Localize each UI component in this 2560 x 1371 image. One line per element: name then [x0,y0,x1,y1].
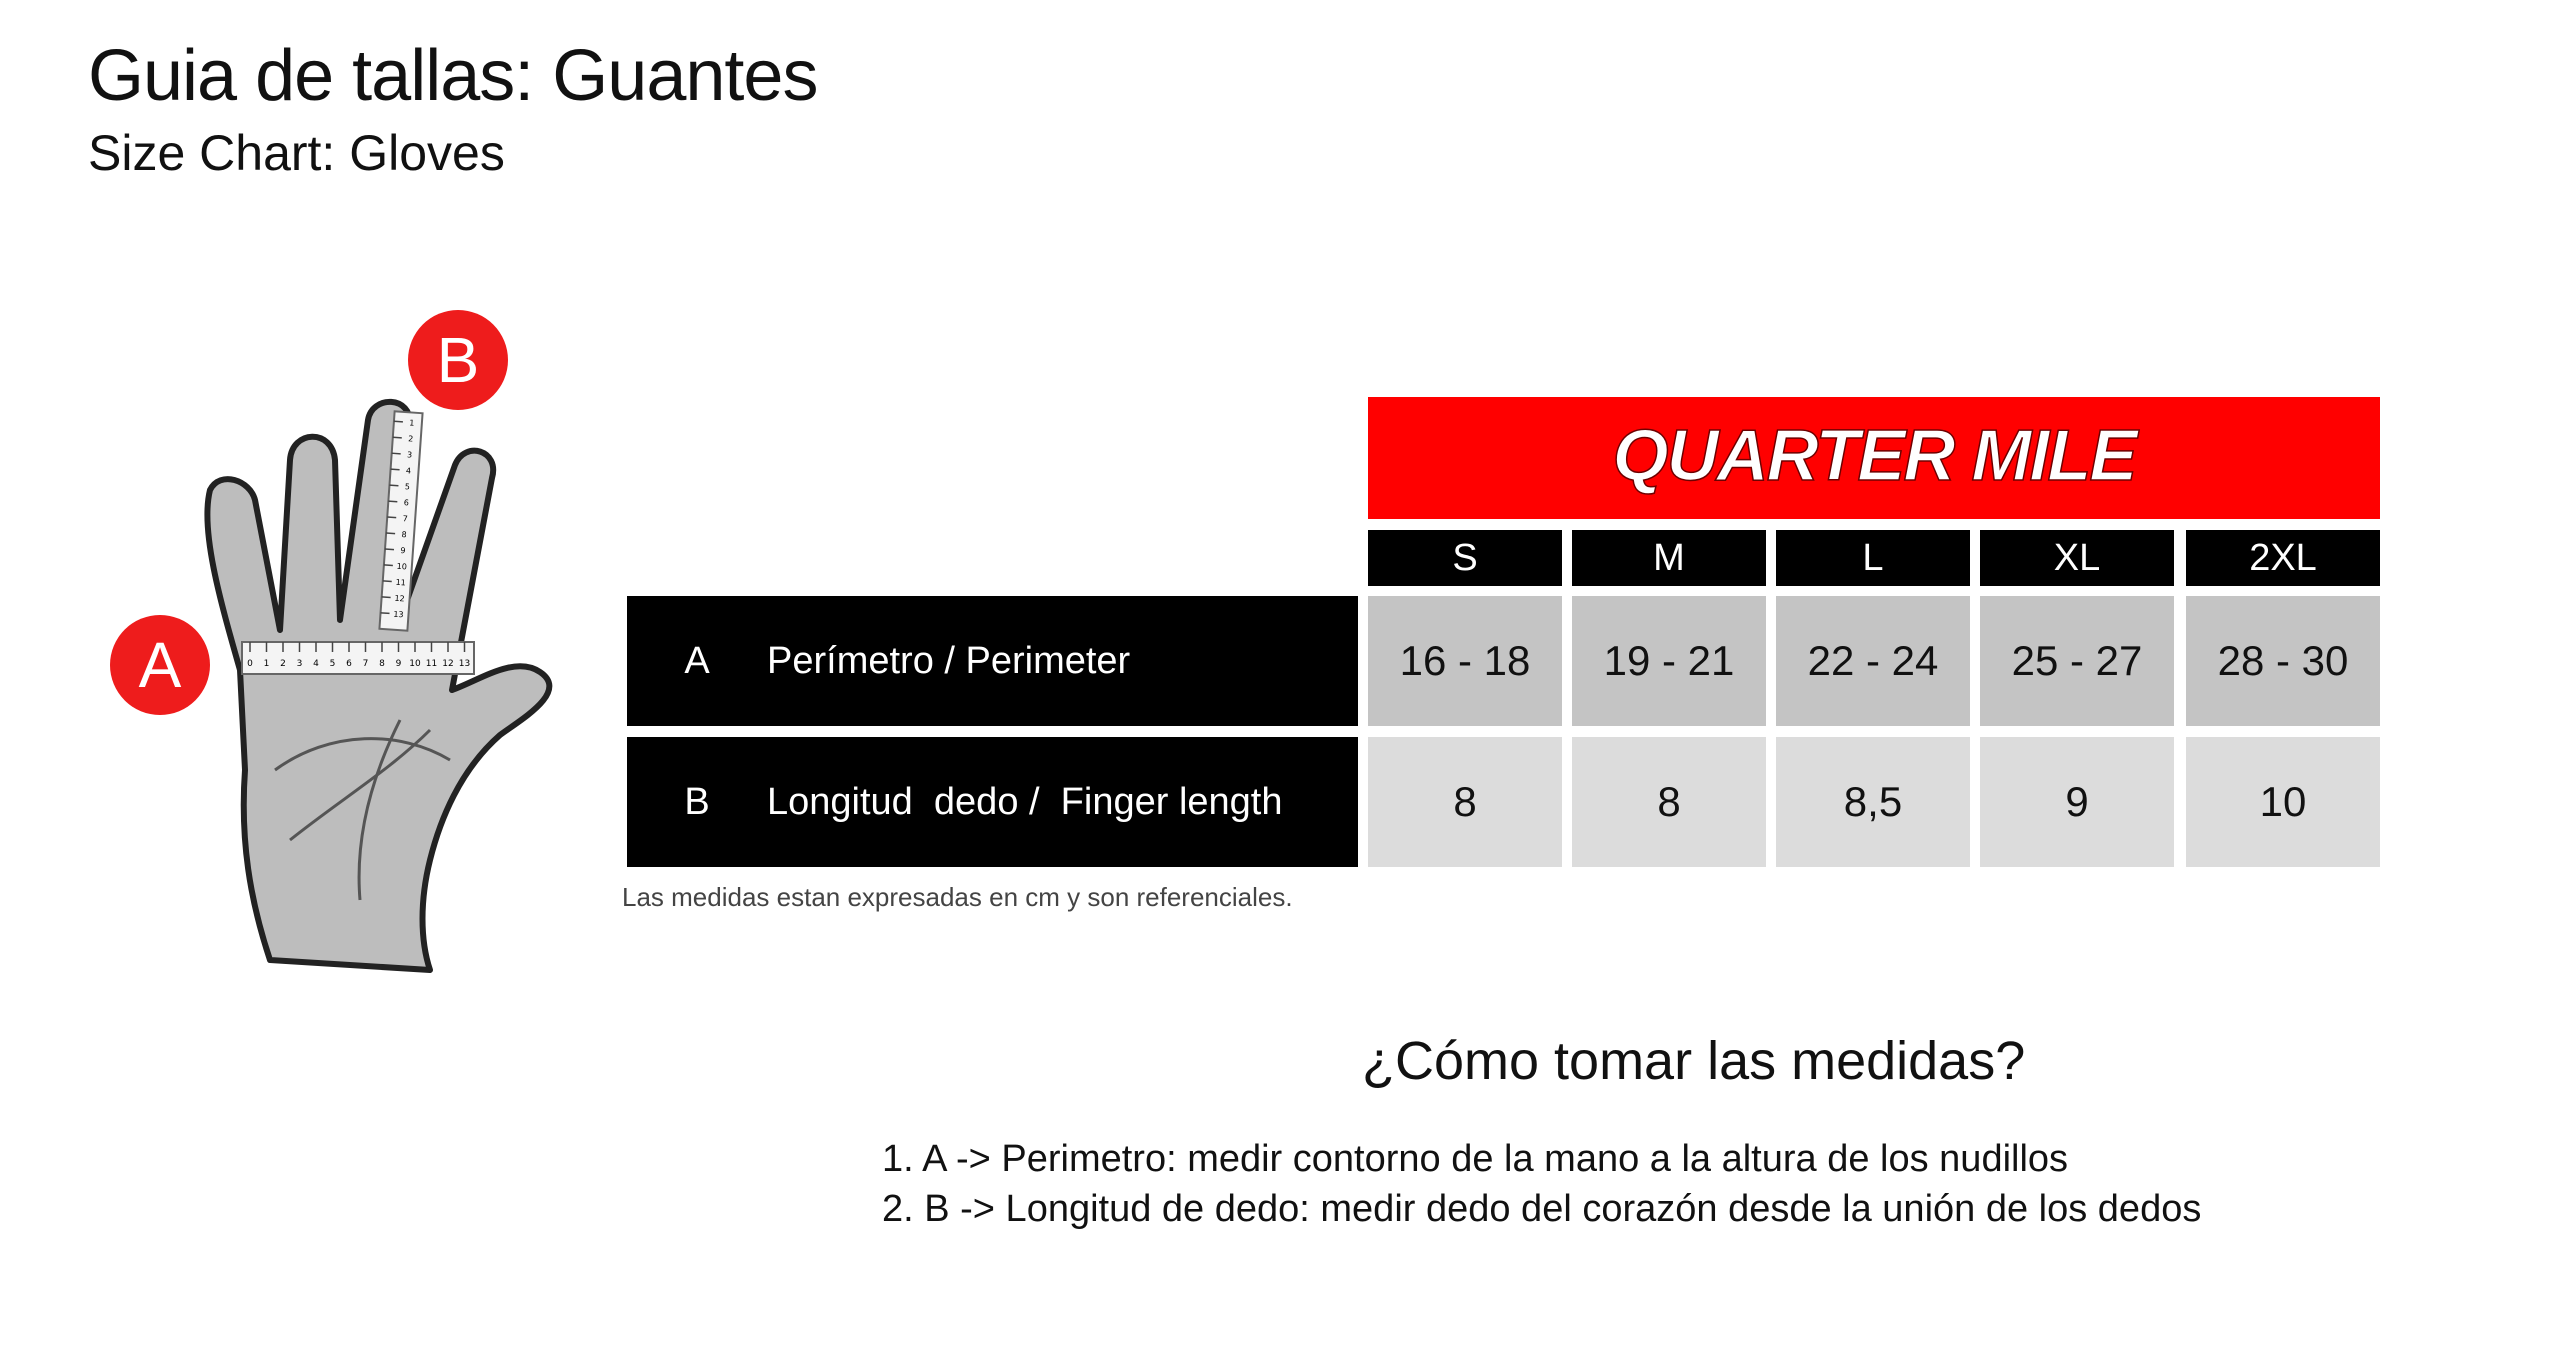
ruler-tick-label: 5 [404,482,411,492]
ruler-tick [388,501,397,502]
ruler-tick-label: 12 [394,593,405,604]
table-cell: 8 [1572,737,1766,867]
ruler-tick [385,549,394,550]
page-subtitle: Size Chart: Gloves [88,125,505,181]
ruler-tick [386,533,395,534]
ruler-tick-label: 4 [405,466,412,476]
ruler-tick [381,613,390,614]
quarter-mile-logo [1564,410,2184,506]
list-item: 1. A -> Perimetro: medir contorno de la mano a la altura de los nudillos [882,1138,2069,1180]
table-cell: 9 [1980,737,2174,867]
ruler-tick-label: 11 [425,659,438,669]
table-cell: 16 - 18 [1368,596,1562,726]
row-label-text: Longitud dedo / Finger length [767,780,1283,823]
ruler-tick [383,581,392,582]
ruler-tick-label: 0 [247,659,253,669]
measurement-note: Las medidas estan expresadas en cm y son referenciales. [622,882,1293,912]
row-key-a: A [684,639,710,682]
ruler-tick-label: 2 [280,659,286,669]
row-label-perimeter [627,596,1358,726]
ruler-tick-label: 6 [403,498,410,508]
ruler-tick-label: 7 [402,514,409,524]
ruler-tick-label: 10 [396,561,408,572]
ruler-tick-label: 10 [409,659,421,669]
table-cell: 10 [2186,737,2380,867]
ruler-tick-label: 8 [379,659,385,669]
size-header-s: S [1368,530,1562,586]
page-title: Guia de tallas: Guantes [88,36,818,116]
instructions-title: ¿Cómo tomar las medidas? [1362,1031,2026,1091]
ruler-tick [384,565,393,566]
table-cell: 19 - 21 [1572,596,1766,726]
ruler-tick-label: 9 [395,659,402,669]
row-label-text: Perímetro / Perimeter [767,639,1131,682]
ruler-tick-label: 13 [458,659,471,669]
ruler-tick-label: 2 [407,434,414,444]
ruler-tick-label: 4 [313,659,319,669]
ruler-tick-label: 7 [362,659,369,669]
brand-text: QUARTER MILE [1612,416,2136,496]
ruler-tick [393,437,402,438]
ruler-tick [389,485,398,486]
size-header-xl: XL [1980,530,2174,586]
badge-a: A [110,615,210,715]
ruler-tick [394,421,403,422]
ruler-tick-label: 6 [346,659,352,669]
row-label-finger-length [627,737,1358,867]
ruler-tick-label: 9 [400,546,406,556]
ruler-tick-label: 3 [406,450,413,460]
ruler-tick [391,469,400,470]
ruler-tick [387,517,396,518]
instructions-list [882,1134,2201,1234]
list-item: 2. B -> Longitud de dedo: medir dedo del corazón desde la unión de los dedos [882,1188,2202,1230]
row-key-b: B [684,780,710,823]
ruler-horizontal [242,642,474,674]
hand-outline [207,402,549,970]
ruler-tick-label: 11 [395,577,407,588]
size-header-m: M [1572,530,1766,586]
ruler-tick-label: 1 [409,418,415,428]
ruler-tick-label: 3 [296,659,303,669]
ruler-tick [382,597,391,598]
ruler-tick-label: 1 [263,659,270,669]
size-header-l: L [1776,530,1970,586]
table-cell: 28 - 30 [2186,596,2380,726]
ruler-tick-label: 5 [329,659,336,669]
table-cell: 22 - 24 [1776,596,1970,726]
table-cell: 8,5 [1776,737,1970,867]
table-cell: 25 - 27 [1980,596,2174,726]
size-header-2xl: 2XL [2186,530,2380,586]
ruler-tick-label: 12 [442,659,454,669]
table-cell: 8 [1368,737,1562,867]
brand-header [1368,397,2380,519]
ruler-tick [392,453,401,454]
badge-b: B [408,310,508,410]
ruler-tick-label: 13 [393,609,404,620]
ruler-tick-label: 8 [401,530,407,540]
